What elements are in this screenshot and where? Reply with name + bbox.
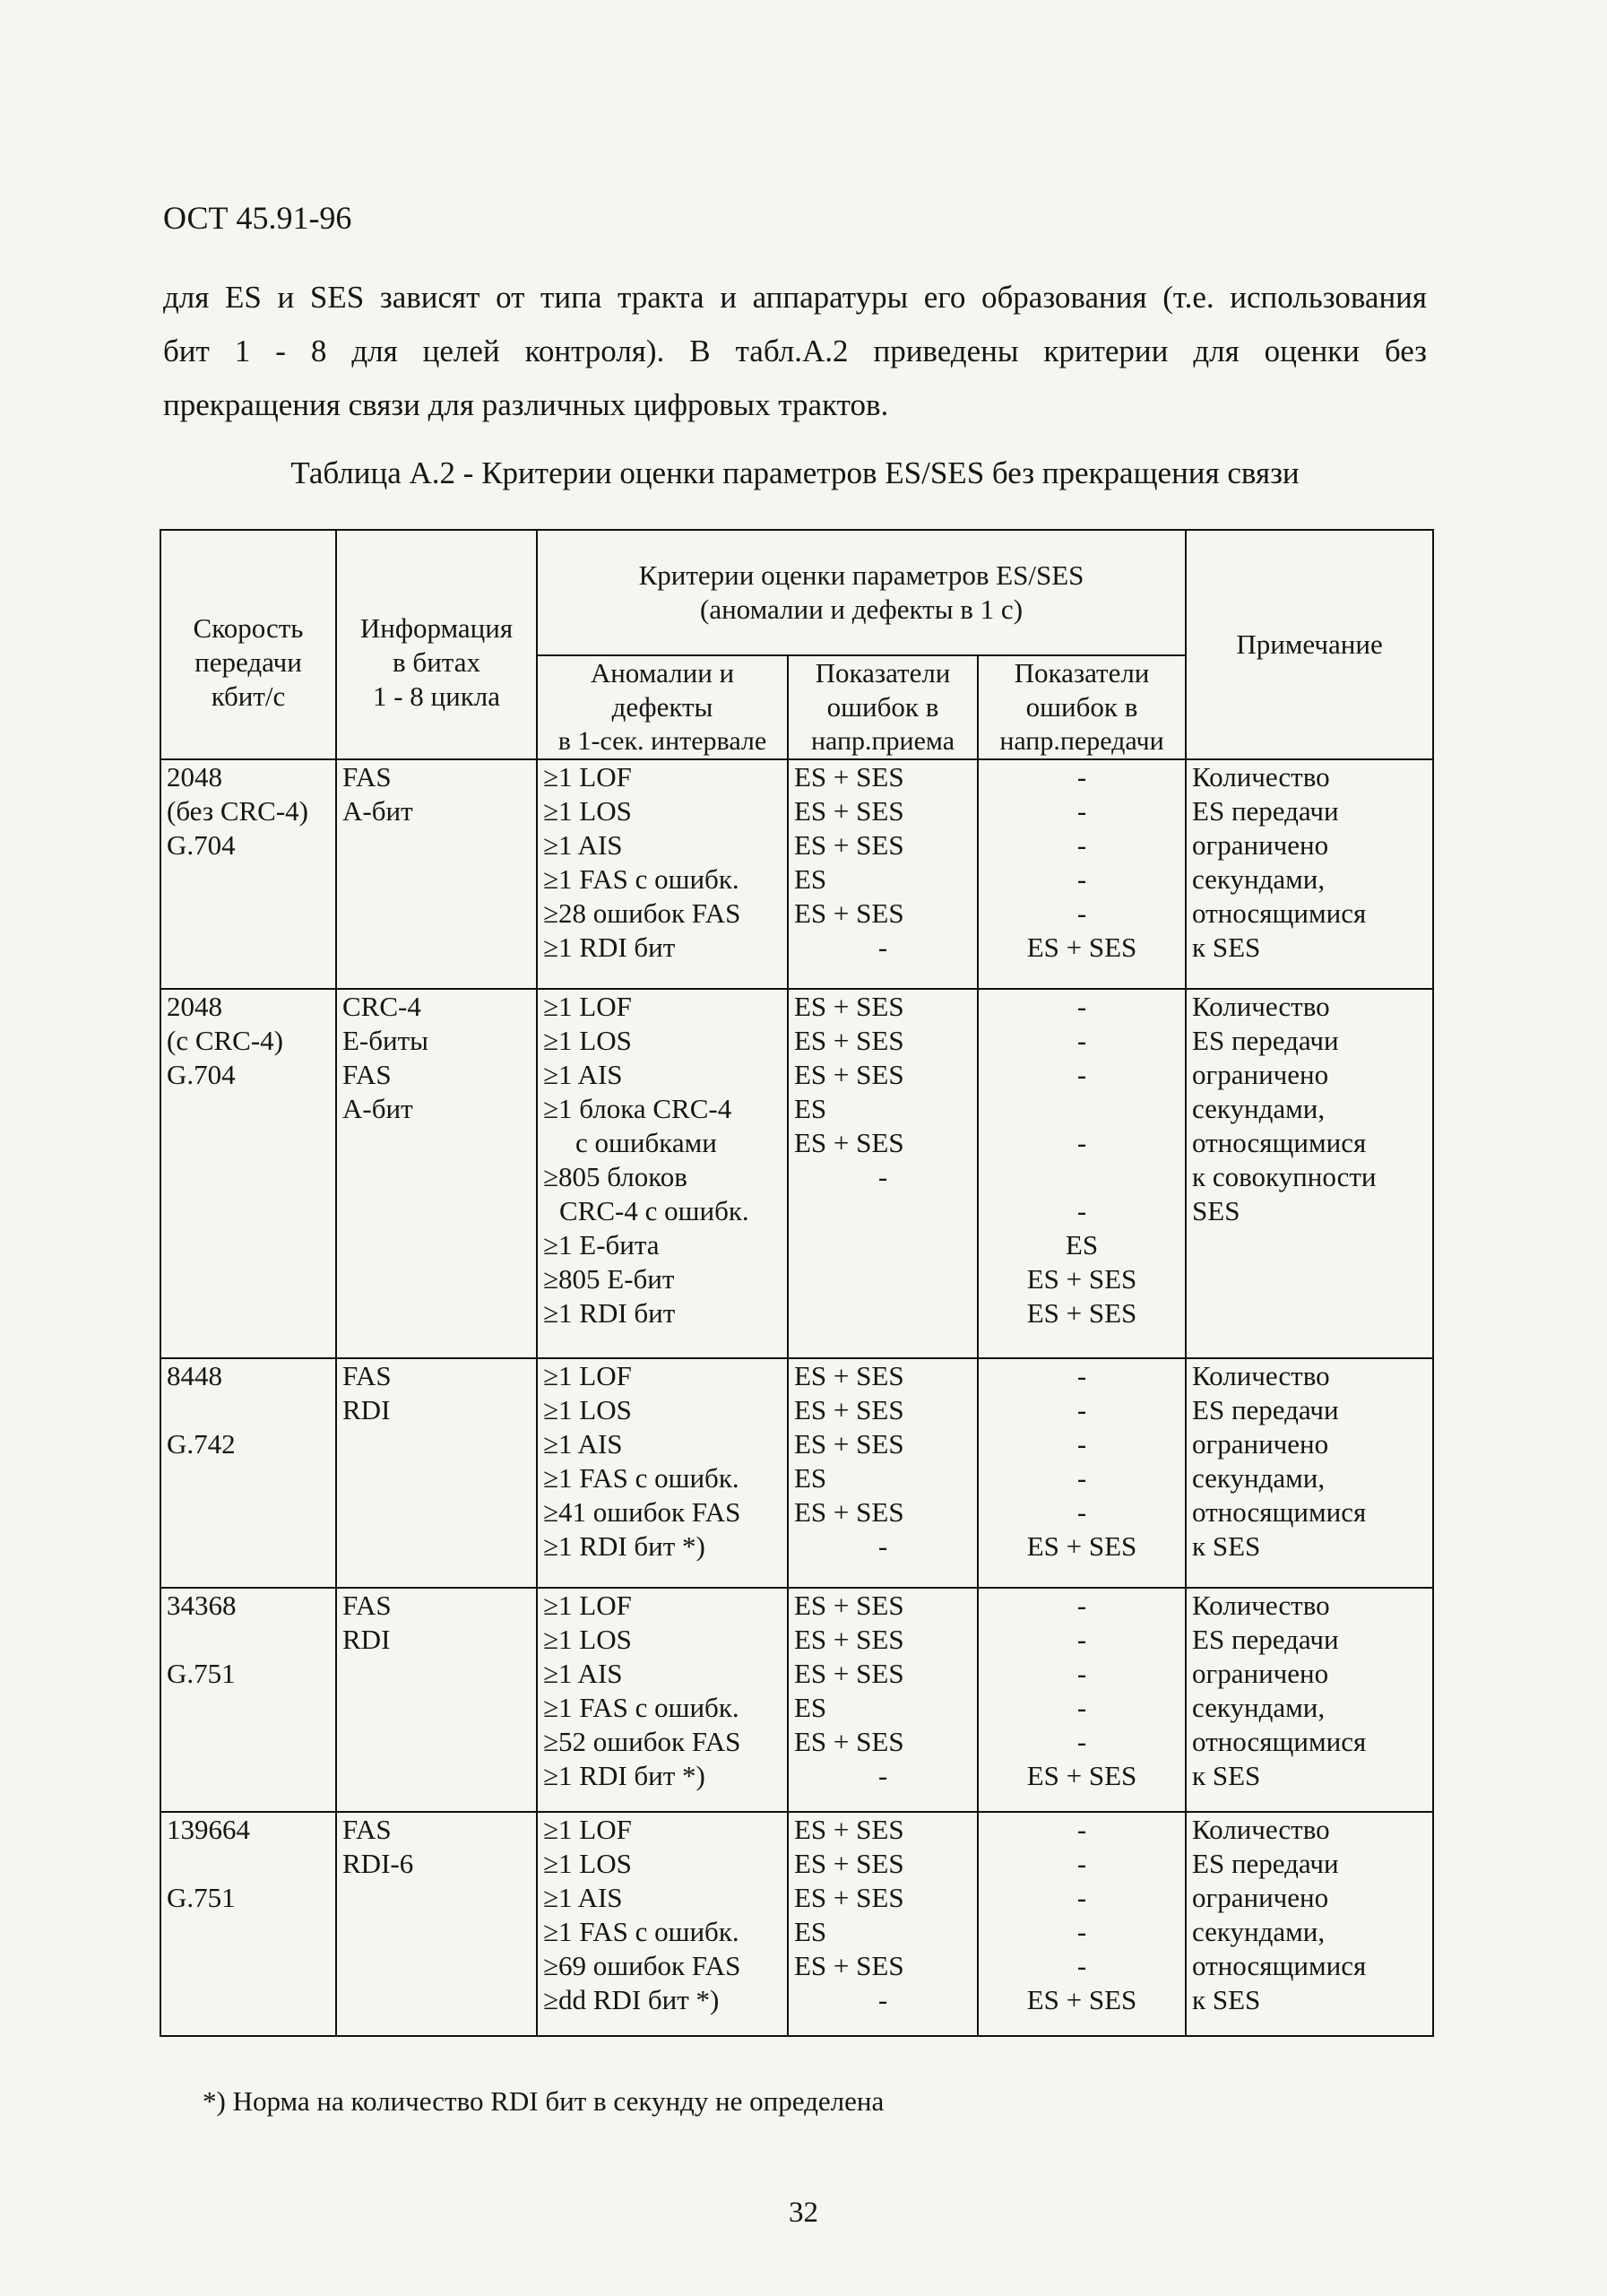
header-anomalies [537, 655, 788, 759]
speed-line: 139664 [167, 1814, 250, 1845]
cell-tx [978, 1812, 1186, 2036]
rx-line: ES + SES [794, 1950, 904, 1981]
tx-line: - [1076, 1624, 1087, 1655]
note-line: к совокупности [1192, 1161, 1377, 1192]
rx-line: ES + SES [794, 761, 904, 793]
anomaly-line: CRC-4 с ошибк. [559, 1195, 749, 1226]
header-rx-line: напр.приема [810, 726, 955, 756]
header-anomalies-line: дефекты [611, 691, 713, 723]
info-line: RDI [342, 1394, 391, 1425]
info-line: FAS [342, 761, 392, 793]
header-info-line: Информация [359, 612, 514, 644]
rx-line: ES + SES [794, 897, 904, 929]
note-line: секундами, [1192, 1462, 1326, 1494]
cell-anomalies [537, 1588, 788, 1812]
tx-line: - [1076, 1692, 1087, 1723]
cell-note [1186, 1812, 1433, 2036]
tx-line: - [1076, 1882, 1087, 1913]
note-line: относящимися [1192, 1950, 1367, 1981]
note-line: ES передачи [1192, 1624, 1339, 1655]
note-line: к SES [1192, 1760, 1261, 1791]
header-speed-line: кбит/с [211, 680, 286, 712]
rx-line: ES + SES [794, 1624, 904, 1655]
table-row [160, 759, 1433, 989]
anomaly-line: ≥805 блоков [543, 1161, 687, 1192]
info-line: FAS [342, 1814, 392, 1845]
anomaly-line: ≥1 LOF [543, 1360, 632, 1391]
header-anomalies-line: Аномалии и [590, 657, 735, 689]
cell-anomalies [537, 1358, 788, 1588]
cell-note [1186, 759, 1433, 989]
anomaly-line: ≥1 RDI бит *) [543, 1530, 705, 1562]
tx-line: - [1076, 1916, 1087, 1947]
note-line: к SES [1192, 1530, 1261, 1562]
anomaly-line: ≥1 LOS [543, 1848, 632, 1879]
header-rx-line: ошибок в [826, 691, 939, 723]
tx-line: - [1076, 897, 1087, 929]
rx-line: ES + SES [794, 1025, 904, 1056]
anomaly-line: ≥1 AIS [543, 829, 623, 861]
cell-rx [788, 989, 978, 1358]
anomaly-line: ≥1 блока CRC-4 [543, 1093, 732, 1124]
header-anomalies-line: в 1-сек. интервале [557, 726, 767, 756]
rx-line: ES + SES [794, 829, 904, 861]
cell-tx [978, 1588, 1186, 1812]
info-line: А-бит [342, 795, 413, 827]
anomaly-line: ≥1 AIS [543, 1658, 623, 1689]
header-tx [978, 655, 1186, 759]
rx-line: ES + SES [794, 1394, 904, 1425]
page-number: 32 [789, 2196, 818, 2229]
rx-line: ES + SES [794, 991, 904, 1022]
speed-line: G.704 [167, 1059, 236, 1090]
note-line: секундами, [1192, 863, 1326, 895]
cell-tx [978, 759, 1186, 989]
rx-line: ES [794, 863, 827, 895]
speed-line [167, 1393, 330, 1427]
tx-line: ES + SES [1026, 1263, 1137, 1295]
note-line: ограничено [1192, 1059, 1329, 1090]
info-line: FAS [342, 1059, 392, 1090]
tx-line: - [1076, 1195, 1087, 1226]
tx-line: - [1076, 1726, 1087, 1757]
paragraph-line: бит 1 - 8 для целей контроля). В табл.А.2 приведены критерии для оценки без [163, 334, 1427, 368]
anomaly-line: ≥1 LOS [543, 1394, 632, 1425]
speed-line: 8448 [167, 1360, 222, 1391]
anomaly-line: ≥1 LOS [543, 795, 632, 827]
note-line: к SES [1192, 931, 1261, 963]
anomaly-line: ≥1 RDI бит [543, 1297, 676, 1329]
note-line: Количество [1192, 991, 1330, 1022]
speed-line: G.751 [167, 1658, 236, 1689]
header-info-line: 1 - 8 цикла [372, 680, 501, 712]
anomaly-line: ≥1 RDI бит [543, 931, 676, 963]
speed-line [167, 1847, 330, 1881]
note-line: ES передачи [1192, 795, 1339, 827]
tx-line: - [1076, 1848, 1087, 1879]
tx-line: - [1076, 1360, 1087, 1391]
tx-line: - [1076, 1590, 1087, 1621]
anomaly-line: ≥1 LOF [543, 761, 632, 793]
rx-line: - [877, 1161, 888, 1192]
anomaly-line: ≥1 FAS с ошибк. [543, 1916, 739, 1947]
tx-line: - [1076, 1814, 1087, 1845]
tx-line: - [1076, 1025, 1087, 1056]
cell-info [336, 1588, 537, 1812]
intro-paragraph [163, 271, 1427, 432]
note-line: ES передачи [1192, 1848, 1339, 1879]
tx-line: - [1076, 1059, 1087, 1090]
speed-line: (без CRC-4) [167, 795, 308, 827]
cell-anomalies [537, 1812, 788, 2036]
cell-tx [978, 989, 1186, 1358]
note-line: относящимися [1192, 1127, 1367, 1158]
anomaly-line: ≥1 FAS с ошибк. [543, 1462, 739, 1494]
note-line: ES передачи [1192, 1394, 1339, 1425]
rx-line: ES [794, 1093, 827, 1124]
cell-speed [160, 1588, 336, 1812]
note-line: секундами, [1192, 1916, 1326, 1947]
anomaly-line: ≥1 LOS [543, 1624, 632, 1655]
tx-line: - [1076, 991, 1087, 1022]
note-line: секундами, [1192, 1692, 1326, 1723]
footnote: *) Норма на количество RDI бит в секунду не определена [203, 2085, 885, 2117]
cell-tx [978, 1358, 1186, 1588]
anomaly-line: ≥1 LOS [543, 1025, 632, 1056]
note-line: относящимися [1192, 897, 1367, 929]
info-line: FAS [342, 1360, 392, 1391]
anomaly-line: ≥69 ошибок FAS [543, 1950, 741, 1981]
anomaly-line: ≥1 RDI бит *) [543, 1760, 705, 1791]
table-row [160, 1812, 1433, 2036]
tx-line: ES [1065, 1229, 1099, 1261]
tx-line: - [1076, 761, 1087, 793]
tx-line: - [1076, 1462, 1087, 1494]
anomaly-line: ≥41 ошибок FAS [543, 1496, 741, 1528]
rx-line: ES + SES [794, 1590, 904, 1621]
info-line: FAS [342, 1590, 392, 1621]
note-line: ES передачи [1192, 1025, 1339, 1056]
tx-line: ES + SES [1026, 1760, 1137, 1791]
rx-line: - [877, 1984, 888, 2015]
header-speed [160, 530, 336, 759]
rx-line: ES + SES [794, 1127, 904, 1158]
anomaly-line: с ошибками [575, 1127, 717, 1158]
header-rx-line: Показатели [815, 657, 951, 689]
cell-speed [160, 989, 336, 1358]
tx-line: ES + SES [1026, 1984, 1137, 2015]
speed-line: 2048 [167, 761, 222, 793]
cell-speed [160, 1812, 336, 2036]
spacer [984, 1160, 1179, 1194]
tx-line: ES + SES [1026, 931, 1137, 963]
header-criteria-line: (аномалии и дефекты в 1 с) [700, 593, 1024, 625]
rx-line: ES + SES [794, 1814, 904, 1845]
cell-info [336, 1358, 537, 1588]
cell-anomalies [537, 759, 788, 989]
anomaly-line: ≥1 LOF [543, 1590, 632, 1621]
header-speed-line: передачи [194, 646, 302, 678]
anomaly-line: ≥1 Е-бита [543, 1229, 660, 1261]
table-row [160, 989, 1433, 1358]
cell-info [336, 989, 537, 1358]
tx-line: - [1076, 1127, 1087, 1158]
cell-note [1186, 1588, 1433, 1812]
tx-line: - [1076, 1658, 1087, 1689]
note-line: относящимися [1192, 1496, 1367, 1528]
header-note: Примечание [1186, 530, 1433, 759]
criteria-table [160, 529, 1434, 2037]
tx-line: - [1076, 1428, 1087, 1460]
anomaly-line: ≥1 LOF [543, 991, 632, 1022]
anomaly-line: ≥dd RDI бит *) [543, 1984, 720, 2015]
cell-info [336, 759, 537, 989]
table-caption: Таблица А.2 - Критерии оценки параметров ES/SES без прекращения связи [290, 455, 1300, 490]
note-line: SES [1192, 1195, 1240, 1226]
note-line: относящимися [1192, 1726, 1367, 1757]
paragraph-line: для ES и SES зависят от типа тракта и аппаратуры его образования (т.е. использования [163, 280, 1427, 315]
speed-line [167, 1623, 330, 1657]
note-line: ограничено [1192, 1428, 1329, 1460]
note-line: ограничено [1192, 1658, 1329, 1689]
note-line: ограничено [1192, 829, 1329, 861]
info-line: Е-биты [342, 1025, 428, 1056]
speed-line: G.742 [167, 1428, 236, 1460]
note-line: Количество [1192, 1360, 1330, 1391]
rx-line: ES + SES [794, 1848, 904, 1879]
speed-line: G.704 [167, 829, 236, 861]
note-line: секундами, [1192, 1093, 1326, 1124]
tx-line: - [1076, 1496, 1087, 1528]
anomaly-line: ≥1 LOF [543, 1814, 632, 1845]
tx-line: - [1076, 795, 1087, 827]
tx-line: - [1076, 863, 1087, 895]
info-line: CRC-4 [342, 991, 421, 1022]
rx-line: ES + SES [794, 795, 904, 827]
rx-line: - [877, 931, 888, 963]
header-info-line: в битах [393, 646, 480, 678]
tx-line: ES + SES [1026, 1530, 1137, 1562]
speed-line: 34368 [167, 1590, 237, 1621]
info-line: RDI [342, 1624, 391, 1655]
note-line: Количество [1192, 1814, 1330, 1845]
note-line: к SES [1192, 1984, 1261, 2015]
cell-note [1186, 1358, 1433, 1588]
cell-rx [788, 1812, 978, 2036]
tx-line: - [1076, 1394, 1087, 1425]
rx-line: ES + SES [794, 1059, 904, 1090]
rx-line: ES + SES [794, 1496, 904, 1528]
cell-note [1186, 989, 1433, 1358]
anomaly-line: ≥28 ошибок FAS [543, 897, 741, 929]
rx-line: - [877, 1530, 888, 1562]
info-line: А-бит [342, 1093, 413, 1124]
rx-line: ES + SES [794, 1360, 904, 1391]
rx-line: ES + SES [794, 1726, 904, 1757]
cell-rx [788, 759, 978, 989]
note-line: Количество [1192, 1590, 1330, 1621]
info-line: RDI-6 [342, 1848, 414, 1879]
document-code: ОСТ 45.91-96 [163, 200, 352, 236]
speed-line: 2048 [167, 991, 222, 1022]
anomaly-line: ≥805 Е-бит [543, 1263, 675, 1295]
anomaly-line: ≥1 FAS с ошибк. [543, 1692, 739, 1723]
header-criteria-line: Критерии оценки параметров ES/SES [638, 559, 1084, 591]
tx-line: - [1076, 1950, 1087, 1981]
cell-info [336, 1812, 537, 2036]
note-line: ограничено [1192, 1882, 1329, 1913]
table-row [160, 1358, 1433, 1588]
rx-line: ES [794, 1462, 827, 1494]
header-tx-line: Показатели [1014, 657, 1150, 689]
anomaly-line: ≥1 AIS [543, 1428, 623, 1460]
note-line: Количество [1192, 761, 1330, 793]
tx-line: ES + SES [1026, 1297, 1137, 1329]
rx-line: ES + SES [794, 1658, 904, 1689]
rx-line: ES [794, 1916, 827, 1947]
cell-anomalies [537, 989, 788, 1358]
anomaly-line: ≥52 ошибок FAS [543, 1726, 741, 1757]
cell-rx [788, 1588, 978, 1812]
paragraph-line: прекращения связи для различных цифровых трактов. [163, 387, 889, 422]
header-tx-line: напр.передачи [999, 726, 1164, 756]
speed-line: G.751 [167, 1882, 236, 1913]
spacer [984, 1092, 1179, 1126]
header-tx-line: ошибок в [1025, 691, 1138, 723]
rx-line: ES + SES [794, 1882, 904, 1913]
speed-line: (с CRC-4) [167, 1025, 284, 1056]
anomaly-line: ≥1 FAS с ошибк. [543, 863, 739, 895]
header-speed-line: Скорость [193, 612, 304, 644]
rx-line: - [877, 1760, 888, 1791]
rx-line: ES [794, 1692, 827, 1723]
header-criteria [537, 530, 1186, 655]
cell-speed [160, 1358, 336, 1588]
anomaly-line: ≥1 AIS [543, 1882, 623, 1913]
header-rx [788, 655, 978, 759]
header-info [336, 530, 537, 759]
anomaly-line: ≥1 AIS [543, 1059, 623, 1090]
cell-speed [160, 759, 336, 989]
rx-line: ES + SES [794, 1428, 904, 1460]
tx-line: - [1076, 829, 1087, 861]
table-row [160, 1588, 1433, 1812]
cell-rx [788, 1358, 978, 1588]
